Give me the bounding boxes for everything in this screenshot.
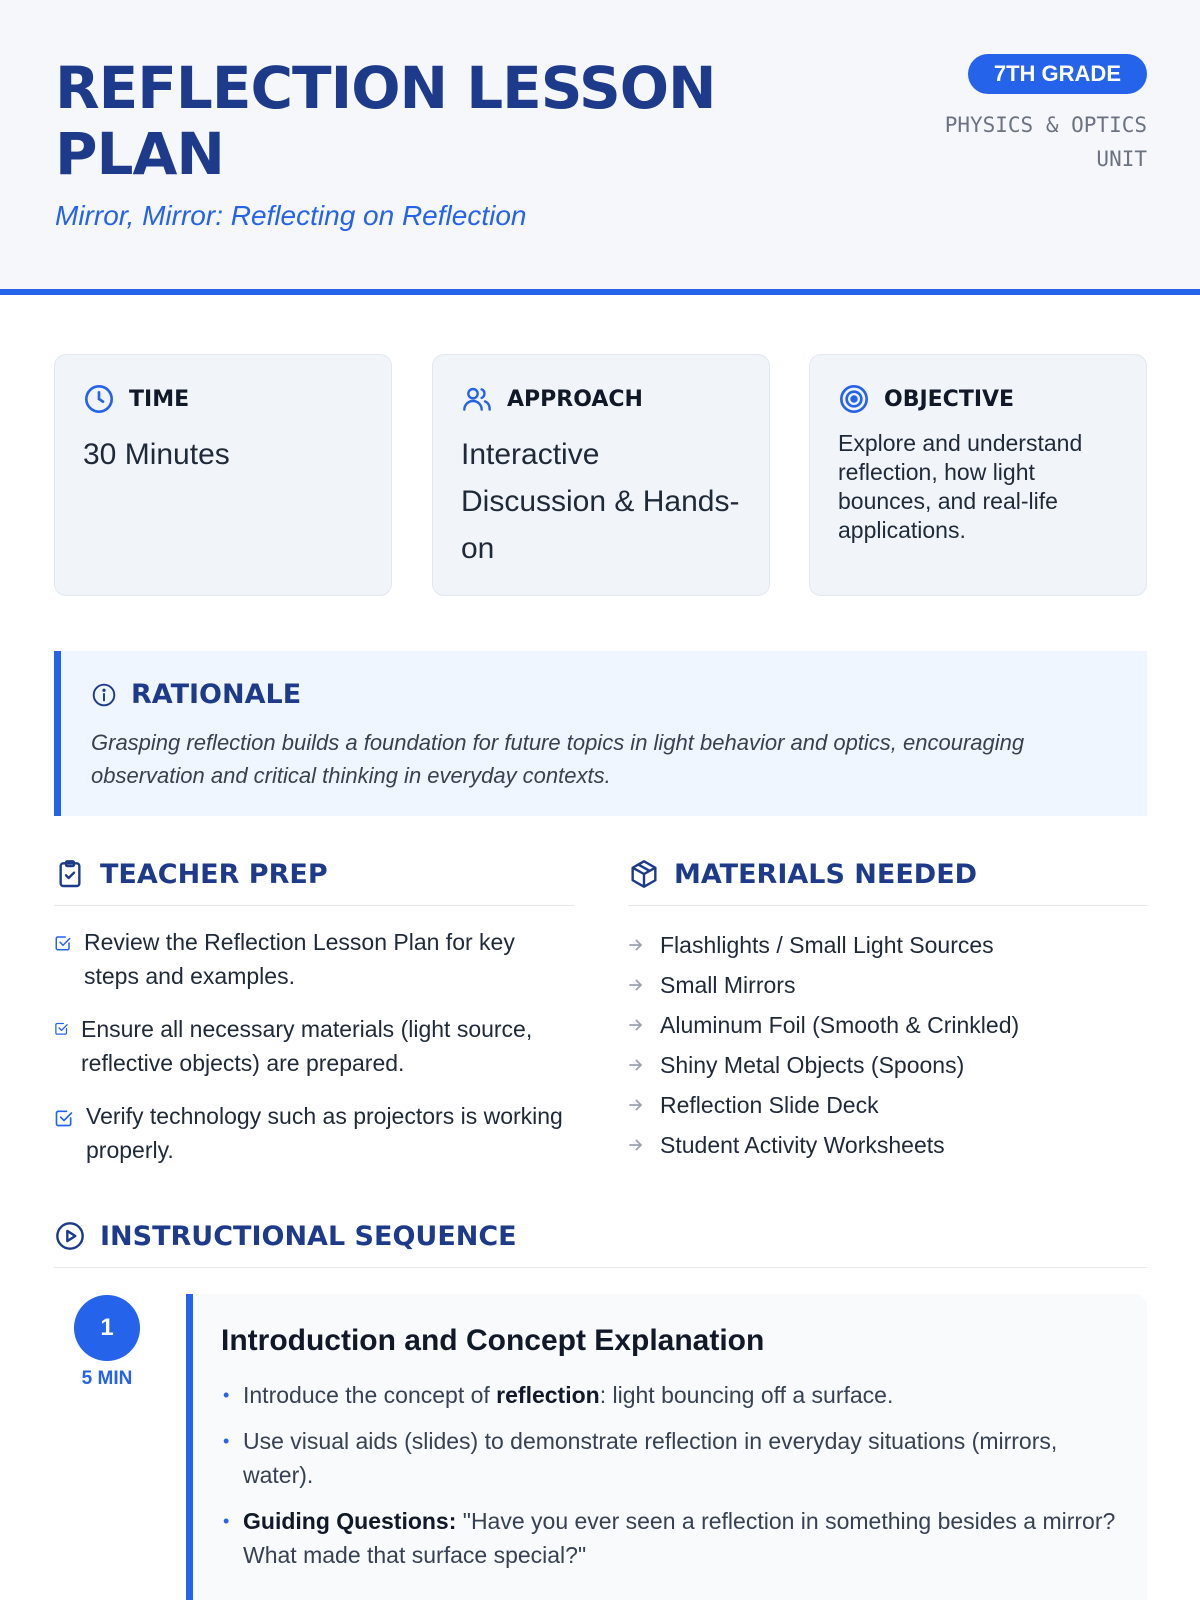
bullet-text: Use visual aids (slides) to demonstrate reflection in everyday situations (mirrors, water). (243, 1428, 1058, 1488)
target-icon (838, 383, 870, 415)
unit-label: PHYSICS & OPTICS UNIT (944, 113, 1147, 171)
prep-item-text: Review the Reflection Lesson Plan for key steps and examples. (84, 929, 515, 989)
list-item (628, 1005, 1148, 1045)
bullet-text: Introduce the concept of (243, 1382, 497, 1408)
materials-title: MATERIALS NEEDED (674, 858, 978, 890)
page-subtitle: Mirror, Mirror: Reflecting on Reflection (55, 200, 527, 231)
list-item (54, 925, 574, 993)
material-item-text: Aluminum Foil (Smooth & Crinkled) (660, 1012, 1020, 1038)
arrow-right-icon (628, 1058, 644, 1072)
objective-label: OBJECTIVE (884, 386, 1015, 412)
prep-item-text: Verify technology such as projectors is working properly. (86, 1103, 563, 1163)
material-item-text: Reflection Slide Deck (660, 1092, 879, 1118)
step-number: 1 (74, 1295, 140, 1361)
list-item (221, 1504, 1119, 1572)
approach-value: Interactive Discussion & Hands-on (461, 438, 740, 565)
materials-list (628, 925, 1148, 1165)
bullet-bold: reflection (496, 1382, 600, 1408)
rationale-panel (54, 651, 1147, 816)
grade-badge: 7TH GRADE (968, 54, 1147, 94)
teacher-prep-title: TEACHER PREP (100, 858, 328, 890)
prep-item-text: Ensure all necessary materials (light source, reflective objects) are prepared. (81, 1016, 533, 1076)
list-item (221, 1378, 1119, 1412)
checkbox-icon (54, 1108, 74, 1128)
arrow-right-icon (628, 1098, 644, 1112)
time-card (54, 354, 392, 596)
material-item-text: Student Activity Worksheets (660, 1132, 945, 1158)
approach-card (432, 354, 770, 596)
step-title: Introduction and Concept Explanation (221, 1324, 765, 1357)
list-item (628, 965, 1148, 1005)
users-icon (461, 383, 493, 415)
sequence-header (54, 1220, 1147, 1268)
rationale-title: RATIONALE (131, 679, 302, 710)
bullet-text: : light bouncing off a surface. (599, 1382, 894, 1408)
clipboard-check-icon (54, 858, 86, 890)
page-title: REFLECTION LESSON PLAN (55, 54, 716, 188)
teacher-prep-list (54, 925, 574, 1186)
arrow-right-icon (628, 1018, 644, 1032)
list-item (628, 925, 1148, 965)
info-icon (91, 682, 117, 708)
list-item (54, 1099, 574, 1167)
page-header (0, 0, 1200, 295)
material-item-text: Shiny Metal Objects (Spoons) (660, 1052, 965, 1078)
material-item-text: Small Mirrors (660, 972, 796, 998)
bullet-text: "Have you ever seen a reflection in something besides a mirror? What made that surface special?" (243, 1508, 1116, 1568)
box-icon (628, 858, 660, 890)
time-label: TIME (129, 386, 190, 412)
materials-header (628, 858, 1147, 906)
bullet-bold: Guiding Questions: (243, 1508, 457, 1534)
play-circle-icon (54, 1220, 86, 1252)
rationale-text: Grasping reflection builds a foundation for future topics in light behavior and optics, encouraging observation and critical thinking in everyday contexts. (91, 730, 1025, 788)
list-item (628, 1045, 1148, 1085)
step-duration: 5 MIN (81, 1368, 133, 1389)
step-bullets (221, 1378, 1119, 1572)
teacher-prep-header (54, 858, 574, 906)
approach-label: APPROACH (507, 386, 643, 412)
arrow-right-icon (628, 978, 644, 992)
time-value: 30 Minutes (83, 438, 230, 471)
objective-card (809, 354, 1147, 596)
list-item (221, 1424, 1119, 1492)
checkbox-icon (54, 934, 72, 952)
step-card (186, 1294, 1147, 1600)
objective-value: Explore and understand reflection, how light bounces, and real-life applications. (838, 430, 1083, 543)
clock-icon (83, 383, 115, 415)
arrow-right-icon (628, 938, 644, 952)
list-item (54, 1012, 574, 1080)
list-item (628, 1085, 1148, 1125)
checkbox-icon (54, 1021, 69, 1036)
arrow-right-icon (628, 1138, 644, 1152)
material-item-text: Flashlights / Small Light Sources (660, 932, 994, 958)
list-item (628, 1125, 1148, 1165)
sequence-title: INSTRUCTIONAL SEQUENCE (100, 1220, 517, 1252)
